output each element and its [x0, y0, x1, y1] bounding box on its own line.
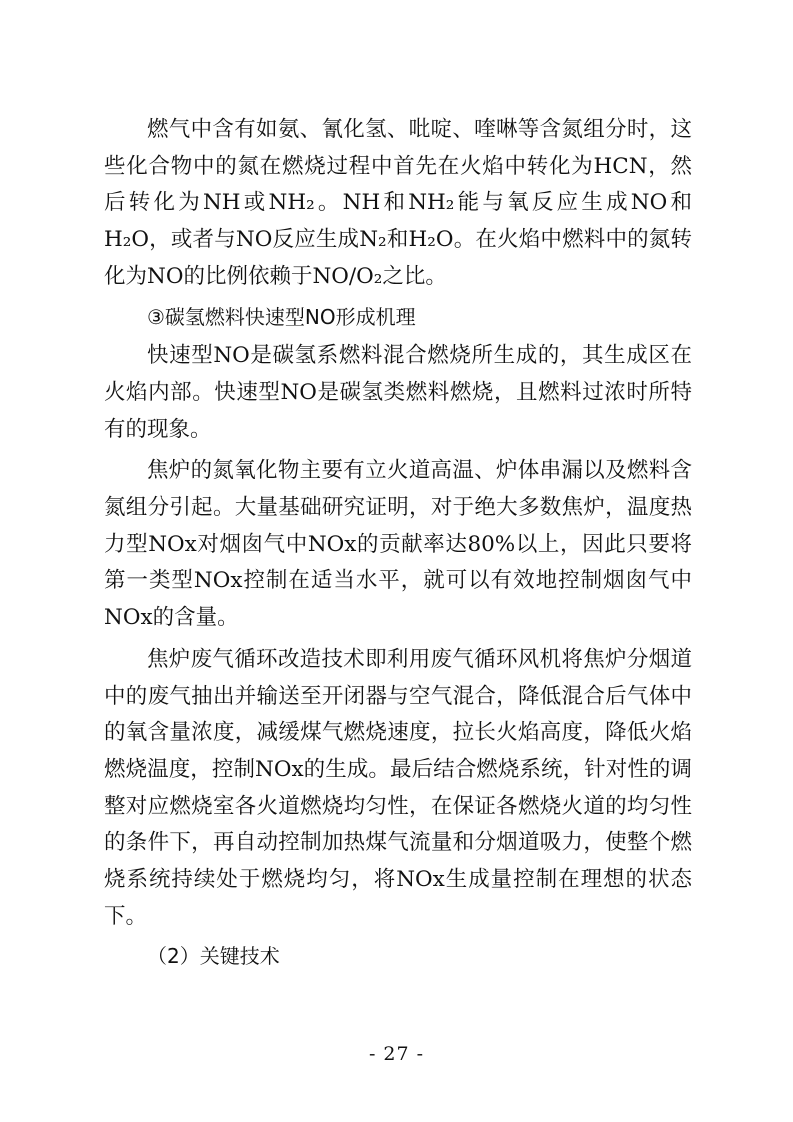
paragraph-coke-oven-nox: 焦炉的氮氧化物主要有立火道高温、炉体串漏以及燃料含氮组分引起。大量基础研究证明，对于绝大多数焦炉，温度热力型NOx对烟囱气中NOx的贡献率达80%以上，因此只要将第一类型NOx控制在适当水平，就可以有效地控制烟囱气中NOx的含量。 — [104, 458, 692, 631]
paragraph-prompt-no: 快速型NO是碳氢系燃料混合燃烧所生成的，其生成区在火焰内部。快速型NO是碳氢类燃料燃烧，且燃料过浓时所特有的现象。 — [104, 343, 692, 442]
paragraph-fuel-nitrogen: 燃气中含有如氨、氰化氢、吡啶、喹啉等含氮组分时，这些化合物中的氮在燃烧过程中首先在火焰中转化为HCN，然后转化为NH或NH₂。NH和NH₂能与氧反应生成NO和H₂O，或者与NO反应生成N₂和H₂O。在火焰中燃料中的氮转化为NO的比例依赖于NO/O₂之比。 — [104, 117, 692, 289]
page-body — [104, 112, 692, 975]
section-heading-key-technology: （2）关键技术 — [147, 944, 280, 969]
page-number: - 27 - — [368, 1043, 425, 1065]
section-heading-prompt-no: ③碳氢燃料快速型NO形成机理 — [147, 304, 416, 329]
paragraph-flue-gas-recirculation: 焦炉废气循环改造技术即利用废气循环风机将焦炉分烟道中的废气抽出并输送至开闭器与空气混合，降低混合后气体中的氧含量浓度，减缓煤气燃烧速度，拉长火焰高度，降低火焰燃烧温度，控制NOx的生成。最后结合燃烧系统，针对性的调整对应燃烧室各火道燃烧均匀性，在保证各燃烧火道的均匀性的条件下，再自动控制加热煤气流量和分烟道吸力，使整个燃烧系统持续处于燃烧均匀，将NOx生成量控制在理想的状态下。 — [104, 646, 692, 929]
